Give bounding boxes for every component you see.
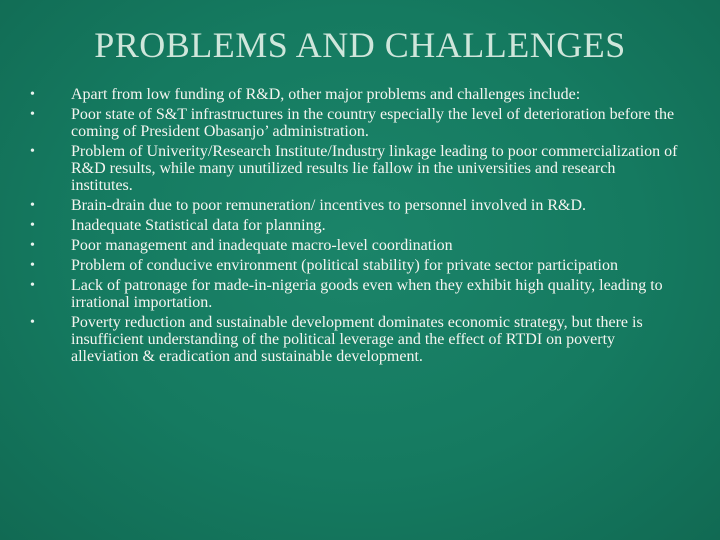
bullet-icon: • xyxy=(30,144,35,159)
bullet-item xyxy=(30,314,678,365)
bullet-item xyxy=(30,277,678,311)
bullet-icon: • xyxy=(30,258,35,273)
bullet-item xyxy=(30,217,678,234)
bullet-item xyxy=(30,86,678,103)
bullet-icon: • xyxy=(30,278,35,293)
bullet-item xyxy=(30,106,678,140)
bullet-text: Problem of conducive environment (political stability) for private sector participation xyxy=(71,257,618,274)
bullet-text: Brain-drain due to poor remuneration/ incentives to personnel involved in R&D. xyxy=(71,197,586,214)
bullet-text: Poor state of S&T infrastructures in the country especially the level of deterioration before the coming of President Obasanjo’ administration. xyxy=(71,106,675,140)
bullet-list xyxy=(30,86,678,368)
bullet-icon: • xyxy=(30,218,35,233)
bullet-text: Poor management and inadequate macro-level coordination xyxy=(71,237,453,254)
bullet-item xyxy=(30,143,678,194)
bullet-text: Problem of Univerity/Research Institute/Industry linkage leading to poor commercialization of R&D results, while many unutilized results lie fallow in the universities and research institutes. xyxy=(71,143,678,194)
bullet-text: Poverty reduction and sustainable development dominates economic strategy, but there is insufficient understanding of the political leverage and the effect of RTDI on poverty alleviation & eradication and sustainable development. xyxy=(71,314,643,365)
bullet-text: Lack of patronage for made-in-nigeria goods even when they exhibit high quality, leading to irrational importation. xyxy=(71,277,663,311)
bullet-icon: • xyxy=(30,238,35,253)
bullet-text: Apart from low funding of R&D, other major problems and challenges include: xyxy=(71,86,581,103)
bullet-icon: • xyxy=(30,87,35,102)
bullet-item xyxy=(30,257,678,274)
bullet-icon: • xyxy=(30,198,35,213)
bullet-item xyxy=(30,197,678,214)
slide-title: PROBLEMS AND CHALLENGES xyxy=(94,25,626,65)
bullet-icon: • xyxy=(30,107,35,122)
bullet-text: Inadequate Statistical data for planning. xyxy=(71,217,326,234)
bullet-item xyxy=(30,237,678,254)
bullet-icon: • xyxy=(30,315,35,330)
